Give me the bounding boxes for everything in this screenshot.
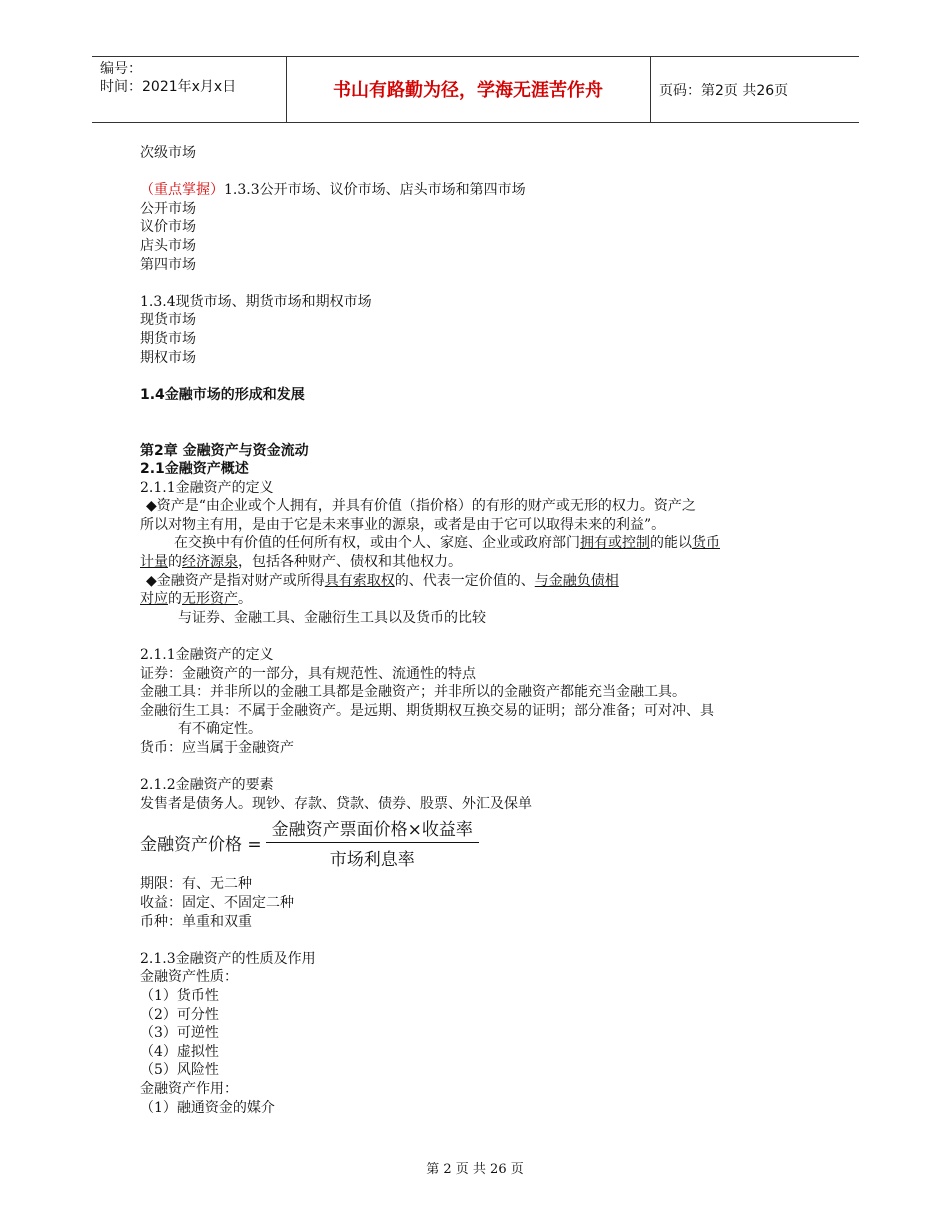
text-line: 议价市场	[140, 219, 196, 236]
subsection-heading: 2.1.2金融资产的要素	[140, 777, 274, 794]
text-line: 发售者是债务人。现钞、存款、贷款、债券、股票、外汇及保单	[140, 795, 532, 812]
text-line: 金融资产作用：	[140, 1080, 238, 1097]
text-line: 在交换中有价值的任何所有权，或由个人、家庭、企业或政府部门拥有或控制的能以货币	[174, 535, 720, 552]
header-bottom-rule	[92, 122, 859, 123]
text-line: 所以对物主有用，是由于它是未来事业的源泉，或者是由于它可以取得未来的利益”。	[140, 516, 666, 533]
header-motto: 书山有路勤为径，学海无涯苦作舟	[333, 80, 603, 101]
underlined-term: 拥有或控制	[580, 535, 650, 552]
text-line: 币种：单重和双重	[140, 913, 252, 930]
text-line: 次级市场	[140, 145, 196, 161]
header-divider-right	[650, 56, 651, 122]
formula-numerator: 金融资产票面价格×收益率	[266, 815, 479, 843]
text-line: 公开市场	[140, 200, 196, 217]
text-line: 与证券、金融工具、金融衍生工具以及货币的比较	[178, 609, 486, 626]
text-line: ◆资产是“由企业或个人拥有，并具有价值（指价格）的有形的财产或无形的权力。资产之	[146, 498, 696, 515]
text-line: 计量的经济源泉，包括各种财产、债权和其他权力。	[140, 554, 462, 571]
list-item: （1）融通资金的媒介	[140, 1099, 275, 1116]
text-line: 有不确定性。	[178, 721, 262, 738]
date-label: 时间：2021年x月x日	[100, 79, 237, 95]
list-item: （3）可逆性	[140, 1025, 219, 1042]
formula-lhs: 金融资产价格 =	[140, 834, 262, 855]
formula-fraction	[266, 815, 479, 870]
formula-denominator: 市场利息率	[329, 849, 415, 870]
text-line: 期货市场	[140, 330, 196, 347]
underlined-term: 具有索取权	[324, 572, 395, 589]
text-line: 金融衍生工具：不属于金融资产。是远期、期货期权互换交易的证明；部分准备；可对冲、具	[140, 702, 714, 719]
header-meta	[100, 60, 236, 96]
subsection-heading: 2.1.1金融资产的定义	[140, 647, 274, 664]
document-body	[140, 144, 820, 1117]
header-page-label: 页码：第2页 共26页	[659, 83, 789, 99]
underlined-term: 计量	[140, 554, 168, 571]
text-line: 期权市场	[140, 349, 196, 366]
text-line: 金融资产性质：	[140, 969, 238, 986]
underlined-term: 货币	[692, 535, 720, 552]
underlined-term: 经济源泉	[182, 554, 238, 571]
subsection-heading: 2.1.1金融资产的定义	[140, 479, 274, 496]
number-label: 编号：	[100, 61, 142, 77]
underlined-term: 对应	[140, 591, 168, 608]
underlined-term: 无形资产	[182, 591, 238, 608]
section-heading: 1.3.3公开市场、议价市场、店头市场和第四市场	[224, 182, 526, 199]
underlined-term: 与金融负债相	[534, 572, 619, 589]
section-heading-bold: 1.4金融市场的形成和发展	[140, 386, 305, 403]
text-line: 对应的无形资产。	[140, 591, 252, 608]
text-line: 金融工具：并非所以的金融工具都是金融资产；并非所以的金融资产都能充当金融工具。	[140, 684, 686, 701]
page-footer: 第 2 页 共 26 页	[426, 1162, 524, 1177]
text-line: ◆金融资产是指对财产或所得具有索取权的、代表一定价值的、与金融负债相	[146, 572, 619, 589]
text-line: 货币：应当属于金融资产	[140, 740, 294, 756]
text-line: 收益：固定、不固定二种	[140, 894, 294, 911]
header-divider-left	[286, 56, 287, 122]
subsection-heading: 2.1.3金融资产的性质及作用	[140, 950, 316, 967]
chapter-heading: 第2章 金融资产与资金流动	[140, 442, 309, 459]
list-item: （4）虚拟性	[140, 1043, 219, 1060]
list-item: （2）可分性	[140, 1006, 219, 1023]
section-heading: 1.3.4现货市场、期货市场和期权市场	[140, 293, 372, 310]
list-item: （1）货币性	[140, 987, 219, 1004]
header-top-rule	[92, 56, 859, 57]
section-heading-bold: 2.1金融资产概述	[140, 461, 249, 478]
text-line: 现货市场	[140, 312, 196, 329]
list-item: （5）风险性	[140, 1062, 219, 1079]
text-line: 店头市场	[140, 237, 196, 254]
key-point-tag: （重点掌握）	[140, 182, 224, 199]
price-formula	[140, 815, 820, 869]
text-line	[140, 181, 820, 200]
text-line: 第四市场	[140, 256, 196, 273]
text-line: 期限：有、无二种	[140, 876, 252, 893]
text-line: 证券：金融资产的一部分，具有规范性、流通性的特点	[140, 665, 476, 682]
